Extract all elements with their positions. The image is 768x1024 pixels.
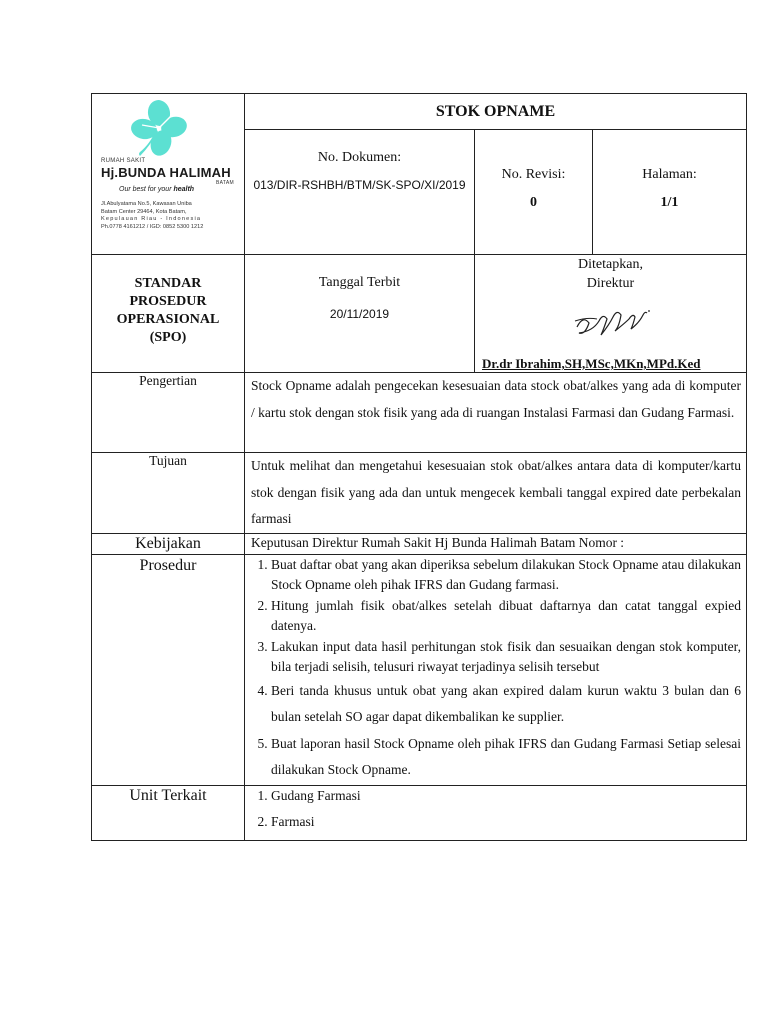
prosedur-label: Prosedur [92, 554, 245, 785]
kebijakan-text: Keputusan Direktur Rumah Sakit Hj Bunda Halimah Batam Nomor : [245, 533, 747, 554]
revision-value: 0 [530, 195, 537, 210]
tagline-prefix: Our best for your [119, 186, 174, 193]
list-item: 2. Farmasi [271, 812, 741, 832]
pengertian-text: Stock Opname adalah pengecekan kesesuaian data stock obat/alkes yang ada di komputer / kartu stok dengan stok fisik yang ada di ruangan Instalasi Farmasi dan Gudang Farmasi. [245, 373, 747, 453]
page-cell [593, 130, 747, 255]
spo-line: STANDAR [134, 276, 202, 291]
issue-date-cell [245, 255, 475, 373]
approval-label: Ditetapkan, [578, 257, 643, 272]
tagline-bold: health [173, 186, 195, 193]
revision-label: No. Revisi: [501, 167, 566, 182]
approval-cell [475, 255, 747, 373]
revision-cell [475, 130, 593, 255]
clover-logo-icon [128, 98, 190, 160]
prosedur-cell [245, 554, 747, 785]
list-item: 2. Hitung jumlah fisik obat/alkes setelah dibuat daftarnya dan catat tanggal expied datenya. [271, 596, 741, 637]
director-signature-icon [569, 305, 659, 345]
list-item: 1. Buat daftar obat yang akan diperiksa sebelum dilakukan Stock Opname atau dilakukan Stock Opname oleh pihak IFRS dan Gudang farmasi. [271, 555, 741, 596]
list-item: 3. Lakukan input data hasil perhitungan stok fisik dan sesuaikan dengan stok komputer, bila terjadi selisih, telusuri riwayat terjadinya selisih tersebut [271, 637, 741, 678]
unit-terkait-label: Unit Terkait [92, 785, 245, 840]
logo-address [101, 201, 241, 231]
logo-tagline [119, 186, 194, 193]
document-title: STOK OPNAME [245, 94, 747, 130]
tujuan-text: Untuk melihat dan mengetahui kesesuaian stok obat/alkes antara data di komputer/kartu stok dengan fisik yang ada dan untuk mengecek kembali tanggal expired date perbekalan farmasi [245, 453, 747, 534]
pengertian-label: Pengertian [92, 373, 245, 453]
page-label: Halaman: [642, 167, 697, 182]
director-name: Dr.dr Ibrahim,SH,MSc,MKn,MPd.Ked [482, 356, 701, 371]
page-value: 1/1 [660, 195, 679, 210]
doc-number-value: 013/DIR-RSHBH/BTM/SK-SPO/XI/2019 [253, 178, 466, 192]
spo-title-cell [92, 255, 245, 373]
list-item: 1. Gudang Farmasi [271, 786, 741, 806]
unit-terkait-cell [245, 785, 747, 840]
address-line: Jl.Abulyatama No.5, Kawasan Uniba [101, 201, 192, 207]
doc-number-label: No. Dokumen: [317, 150, 402, 165]
list-item: 4. Beri tanda khusus untuk obat yang akan expired dalam kurun waktu 3 bulan dan 6 bulan setelah SO agar dapat dikembalikan ke supplier. [271, 678, 741, 731]
spo-document-table [91, 93, 747, 841]
address-line: Kepulauan Riau - Indonesia [101, 216, 202, 223]
address-line: Ph.0778 4161212 / IGD: 0852 5300 1212 [101, 223, 204, 230]
address-line: Batam Center 29464, Kota Batam, [101, 208, 187, 215]
issue-date-value: 20/11/2019 [329, 307, 390, 321]
unit-list [245, 786, 746, 832]
approval-role: Direktur [586, 276, 635, 291]
logo-city: BATAM [216, 180, 234, 186]
tujuan-label: Tujuan [92, 453, 245, 534]
kebijakan-label: Kebijakan [92, 533, 245, 554]
doc-number-cell [245, 130, 475, 255]
list-item: 5. Buat laporan hasil Stock Opname oleh pihak IFRS dan Gudang Farmasi Setiap selesai dilakukan Stock Opname. [271, 731, 741, 784]
spo-line: PROSEDUR [129, 294, 207, 309]
hospital-logo-cell [92, 94, 245, 255]
spo-line: OPERASIONAL [116, 312, 220, 327]
spo-line: (SPO) [149, 330, 187, 345]
logo-rumah-sakit-label: RUMAH SAKIT [101, 158, 146, 164]
issue-date-label: Tanggal Terbit [318, 275, 401, 290]
logo-hospital-name: Hj.BUNDA HALIMAH [101, 165, 231, 180]
prosedur-list [245, 555, 746, 784]
